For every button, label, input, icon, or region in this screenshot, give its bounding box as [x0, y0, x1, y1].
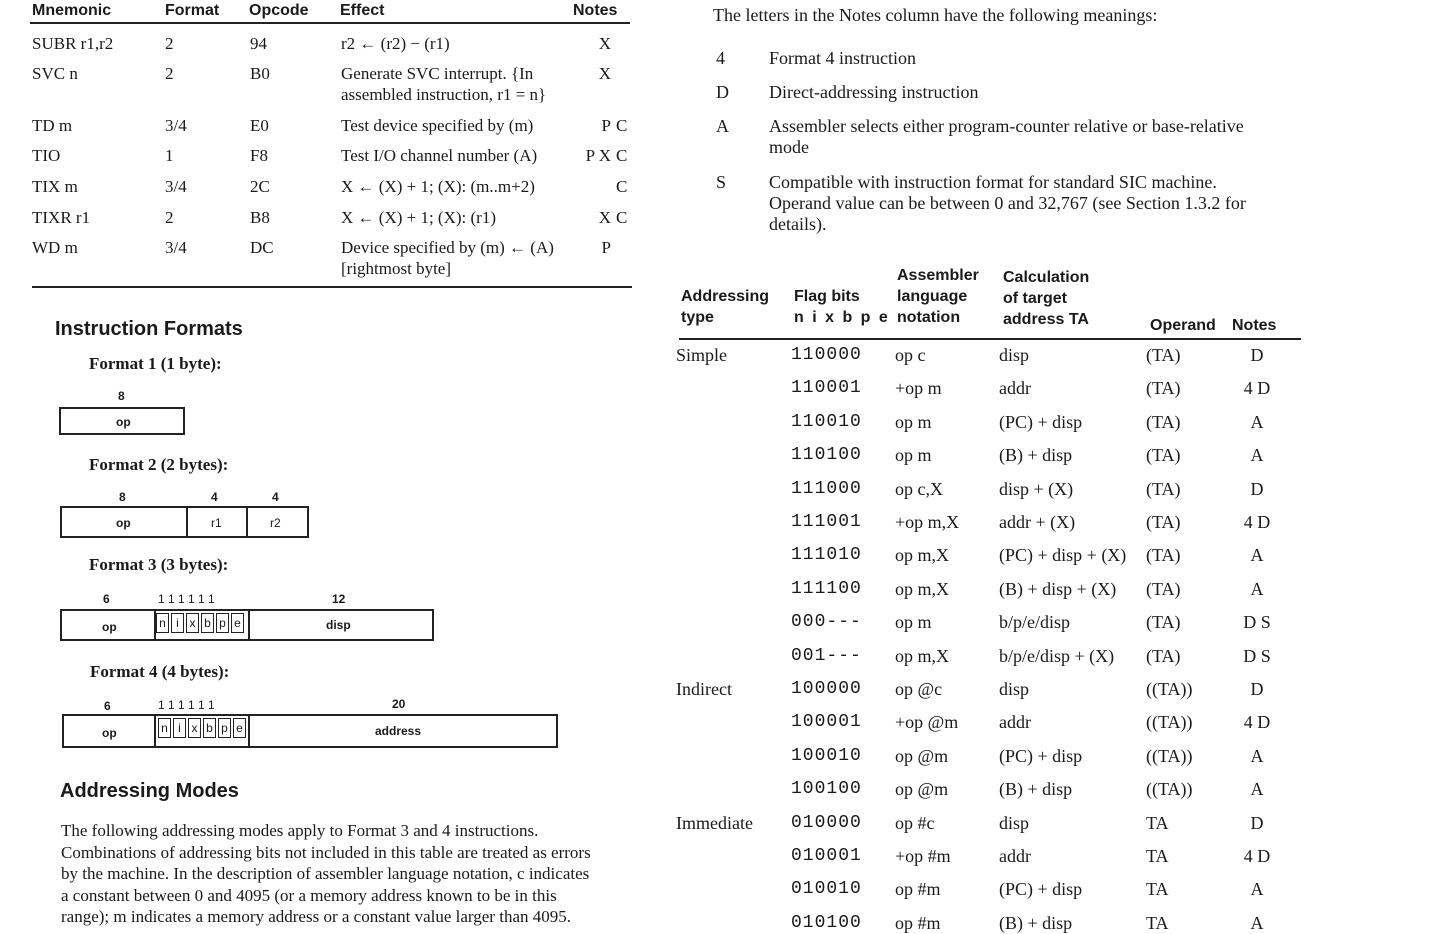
operand-cell: TA: [1146, 912, 1169, 933]
paragraph-line: a constant between 0 and 4095 (or a memory address known to be in this: [61, 885, 557, 905]
flag-bits-cell: 111100: [791, 578, 862, 599]
notation-cell: op #m: [895, 879, 941, 900]
calculation-cell: addr: [999, 378, 1031, 399]
calculation-cell: (B) + disp + (X): [999, 578, 1117, 599]
opcode-cell: 94: [250, 34, 267, 53]
col-header-operand: Operand: [1150, 317, 1216, 334]
format2-divider: [246, 508, 248, 536]
operand-cell: (TA): [1146, 578, 1181, 599]
format2-r2: r2: [270, 516, 281, 530]
flag-bit: n: [158, 718, 171, 738]
legend-text: Direct-addressing instruction: [769, 82, 979, 102]
flag-bit: p: [218, 718, 231, 738]
legend-key: D: [716, 82, 729, 102]
format-cell: 1: [165, 146, 174, 165]
notation-cell: op m,X: [895, 578, 949, 599]
calculation-cell: (PC) + disp: [999, 745, 1083, 766]
notes-cell: X: [598, 64, 611, 83]
notes-cell: P: [601, 238, 611, 257]
calculation-cell: disp: [999, 679, 1030, 699]
operand-cell: (TA): [1146, 345, 1181, 365]
operand-cell: ((TA)): [1146, 745, 1193, 766]
notes-cell: A: [1250, 879, 1264, 900]
paragraph-line: by the machine. In the description of assembler language notation, c indicates: [61, 864, 590, 883]
calculation-cell: disp: [999, 345, 1030, 365]
flag-bits-cell: 110000: [791, 345, 862, 365]
paragraph-line: Combinations of addressing bits not included in this table are treated as errors: [61, 842, 591, 862]
flag-bits-cell: 110001: [791, 378, 862, 399]
flag-bits-cell: 010010: [791, 879, 862, 900]
calculation-cell: addr: [999, 712, 1031, 733]
mnemonic-cell: TIXR r1: [32, 208, 91, 227]
flag-bits-cell: 110010: [791, 411, 862, 432]
effect-cell: Device specified by (m) ← (A): [341, 238, 554, 257]
calculation-cell: disp + (X): [999, 478, 1074, 499]
notes-cell: 4 D: [1243, 378, 1271, 399]
col-header-flag-bits: Flag bits n i x b p e: [794, 288, 890, 326]
flag-bit: i: [171, 613, 184, 633]
flag-bits-cell: 000---: [791, 612, 862, 633]
flag-bits-cell: 111010: [791, 545, 862, 566]
notation-cell: +op m: [895, 378, 942, 399]
formats-heading: Instruction Formats: [55, 318, 243, 340]
format3-divider: [248, 611, 250, 639]
format4-divider: [248, 716, 250, 746]
notes-cell: D: [1250, 679, 1264, 699]
mnemonic-cell: WD m: [32, 238, 78, 257]
notes2-cell: C: [616, 116, 628, 135]
effect-cell: r2 ← (r2) − (r1): [341, 34, 450, 53]
notes-cell: A: [1250, 745, 1264, 766]
effect-cell: X ← (X) + 1; (X): (r1): [341, 208, 496, 227]
operand-cell: (TA): [1146, 445, 1181, 466]
notes-cell: D S: [1243, 645, 1271, 666]
notes2-cell: C: [616, 177, 628, 196]
notes-legend-intro: The letters in the Notes column have the following meanings:: [713, 5, 1158, 25]
flag-bit: b: [203, 718, 216, 738]
operand-cell: (TA): [1146, 512, 1181, 532]
format2-r1-bits: 4: [211, 490, 218, 504]
notes2-cell: C: [616, 146, 628, 165]
operand-cell: (TA): [1146, 411, 1181, 432]
notes2-cell: C: [616, 208, 628, 227]
format-cell: 3/4: [165, 238, 187, 257]
flag-bits-cell: 100000: [791, 679, 862, 699]
col-header-mnemonic: Mnemonic: [32, 2, 112, 19]
legend-key: 4: [716, 48, 725, 68]
flag-bits-cell: 110100: [791, 445, 862, 466]
effect-cell: assembled instruction, r1 = n}: [341, 85, 547, 104]
opcode-cell: 2C: [250, 177, 270, 196]
notes-cell: D S: [1243, 612, 1271, 633]
notation-cell: +op m,X: [895, 512, 960, 532]
effect-cell: Test device specified by (m): [341, 116, 534, 135]
calculation-cell: (B) + disp: [999, 779, 1073, 800]
notes-cell: A: [1250, 445, 1264, 466]
format3-box: [60, 609, 434, 641]
format-cell: 2: [165, 34, 174, 53]
format2-op: op: [116, 516, 131, 530]
format3-op: op: [102, 620, 117, 634]
flag-bit: i: [173, 718, 186, 738]
flag-bit: n: [156, 613, 169, 633]
format-cell: 3/4: [165, 177, 187, 196]
format4-label: Format 4 (4 bytes):: [90, 662, 230, 681]
effect-cell: Generate SVC interrupt. {In: [341, 64, 534, 83]
calculation-cell: (PC) + disp: [999, 411, 1083, 432]
paragraph-line: range); m indicates a memory address or a constant value larger than 4095.: [61, 907, 571, 926]
table-bottom-rule: [32, 286, 632, 288]
flag-bits-cell: 100010: [791, 745, 862, 766]
notation-cell: op m: [895, 612, 932, 633]
format2-box: [60, 506, 309, 538]
calculation-cell: disp: [999, 812, 1030, 833]
flag-bits-cell: 100100: [791, 779, 862, 800]
col-header-notes: Notes: [1232, 317, 1277, 334]
col-header-format: Format: [165, 2, 220, 19]
format4-flag-bits: 1 1 1 1 1 1: [158, 698, 215, 712]
effect-cell: X ← (X) + 1; (X): (m..m+2): [341, 177, 535, 196]
mnemonic-cell: TIO: [32, 146, 61, 165]
notation-cell: op #m: [895, 912, 941, 933]
legend-text: Format 4 instruction: [769, 48, 916, 68]
format2-divider: [186, 508, 188, 536]
col-header-notes: Notes: [573, 2, 618, 19]
notation-cell: op m,X: [895, 545, 949, 566]
format-cell: 2: [165, 208, 174, 227]
addressing-modes-heading: Addressing Modes: [60, 780, 239, 802]
operand-cell: ((TA)): [1146, 679, 1193, 699]
notes-cell: A: [1250, 411, 1264, 432]
format3-flag-bits: 1 1 1 1 1 1: [158, 592, 215, 606]
opcode-cell: B8: [250, 208, 270, 227]
col-header-notation: Assembler language notation: [897, 267, 979, 326]
calculation-cell: addr: [999, 846, 1031, 866]
format-cell: 3/4: [165, 116, 187, 135]
mnemonic-cell: SUBR r1,r2: [32, 34, 114, 53]
format1-label: Format 1 (1 byte):: [89, 354, 222, 373]
operand-cell: (TA): [1146, 478, 1181, 499]
flag-bit: p: [216, 613, 229, 633]
format2-op-bits: 8: [119, 490, 126, 504]
calculation-cell: (PC) + disp + (X): [999, 545, 1127, 566]
format4-box: [62, 714, 558, 748]
legend-text: Operand value can be between 0 and 32,767 (see Section 1.3.2 for: [769, 193, 1246, 213]
addressing-type-cell: Indirect: [676, 679, 732, 699]
col-header-addressing-type: Addressing type: [681, 288, 770, 326]
calculation-cell: (B) + disp: [999, 445, 1073, 466]
format3-op-bits: 6: [103, 592, 110, 606]
operand-cell: (TA): [1146, 378, 1181, 399]
flag-bits-cell: 100001: [791, 712, 862, 733]
flag-bit: x: [186, 613, 199, 633]
format3-disp-bits: 12: [332, 592, 346, 606]
operand-cell: TA: [1146, 879, 1169, 900]
effect-cell: Test I/O channel number (A): [341, 146, 538, 165]
operand-cell: (TA): [1146, 645, 1181, 666]
notes-cell: 4 D: [1243, 712, 1271, 733]
format3-disp: disp: [326, 618, 351, 632]
col-header-calculation: Calculation of target address TA: [1003, 269, 1090, 328]
notation-cell: op m,X: [895, 645, 949, 666]
flag-bits-cell: 010100: [791, 912, 862, 933]
flag-bit: e: [231, 613, 244, 633]
flag-bit: b: [201, 613, 214, 633]
paragraph-line: The following addressing modes apply to Format 3 and 4 instructions.: [61, 821, 539, 840]
notes-cell: A: [1250, 545, 1264, 566]
mnemonic-cell: TD m: [32, 116, 73, 135]
notation-cell: op c: [895, 345, 926, 365]
addressing-header-rule: [679, 338, 1301, 340]
notes-cell: P X: [585, 146, 611, 165]
notation-cell: op m: [895, 411, 932, 432]
opcode-cell: F8: [250, 146, 268, 165]
header-rule: [30, 22, 630, 24]
operand-cell: TA: [1146, 846, 1169, 866]
format2-r1: r1: [211, 516, 222, 530]
calculation-cell: b/p/e/disp: [999, 612, 1070, 633]
legend-text: mode: [769, 137, 809, 157]
opcode-cell: DC: [250, 238, 274, 257]
operand-cell: (TA): [1146, 545, 1181, 566]
flag-bits-cell: 010001: [791, 846, 862, 866]
addressing-type-cell: Immediate: [676, 812, 753, 833]
notes-cell: D: [1250, 345, 1264, 365]
format2-r2-bits: 4: [272, 490, 279, 504]
notation-cell: op m: [895, 445, 932, 466]
calculation-cell: (PC) + disp: [999, 879, 1083, 900]
notes-cell: D: [1250, 478, 1264, 499]
format4-addr-bits: 20: [392, 697, 406, 711]
notes-cell: X: [598, 34, 611, 53]
flag-bits-cell: 001---: [791, 645, 862, 666]
operand-cell: (TA): [1146, 612, 1181, 633]
notes-cell: A: [1250, 912, 1264, 933]
notes-cell: 4 D: [1243, 846, 1271, 866]
effect-cell: [rightmost byte]: [341, 259, 452, 278]
opcode-cell: E0: [250, 116, 269, 135]
format1-op-bits: 8: [118, 389, 125, 403]
calculation-cell: b/p/e/disp + (X): [999, 645, 1115, 666]
flag-bit: e: [233, 718, 246, 738]
mnemonic-cell: SVC n: [32, 64, 78, 83]
legend-text: Compatible with instruction format for standard SIC machine.: [769, 172, 1217, 192]
addressing-type-cell: Simple: [676, 345, 728, 365]
notes-cell: P: [601, 116, 611, 135]
calculation-cell: (B) + disp: [999, 912, 1073, 933]
notation-cell: op @m: [895, 745, 949, 766]
legend-text: Assembler selects either program-counter relative or base-relative: [769, 116, 1244, 136]
flag-bits-cell: 010000: [791, 812, 862, 833]
notation-cell: +op #m: [895, 846, 951, 866]
notation-cell: op @m: [895, 779, 949, 800]
operand-cell: ((TA)): [1146, 779, 1193, 800]
flag-bits-cell: 111001: [791, 512, 862, 532]
format4-address: address: [375, 724, 422, 738]
notation-cell: op #c: [895, 812, 935, 833]
operand-cell: TA: [1146, 812, 1169, 833]
operand-cell: ((TA)): [1146, 712, 1193, 733]
notation-cell: +op @m: [895, 712, 959, 733]
flag-bits-cell: 111000: [791, 478, 862, 499]
format-cell: 2: [165, 64, 174, 83]
legend-text: details).: [769, 214, 827, 234]
notes-cell: X: [598, 208, 611, 227]
notes-cell: A: [1250, 779, 1264, 800]
notation-cell: op @c: [895, 679, 943, 699]
flag-bit: x: [188, 718, 201, 738]
calculation-cell: addr + (X): [999, 512, 1076, 532]
opcode-cell: B0: [250, 64, 270, 83]
format4-op: op: [102, 726, 117, 740]
format4-op-bits: 6: [104, 699, 111, 713]
notes-cell: D: [1250, 812, 1264, 833]
format4-divider: [154, 716, 156, 746]
col-header-effect: Effect: [340, 2, 385, 19]
mnemonic-cell: TIX m: [32, 177, 78, 196]
format1-op: op: [116, 415, 131, 429]
format2-label: Format 2 (2 bytes):: [89, 455, 229, 474]
format3-label: Format 3 (3 bytes):: [89, 555, 229, 574]
legend-key: A: [716, 116, 729, 136]
notes-cell: A: [1250, 578, 1264, 599]
notation-cell: op c,X: [895, 478, 943, 499]
format1-box: [59, 407, 185, 435]
col-header-opcode: Opcode: [249, 2, 309, 19]
notes-cell: 4 D: [1243, 512, 1271, 532]
legend-key: S: [716, 172, 727, 192]
